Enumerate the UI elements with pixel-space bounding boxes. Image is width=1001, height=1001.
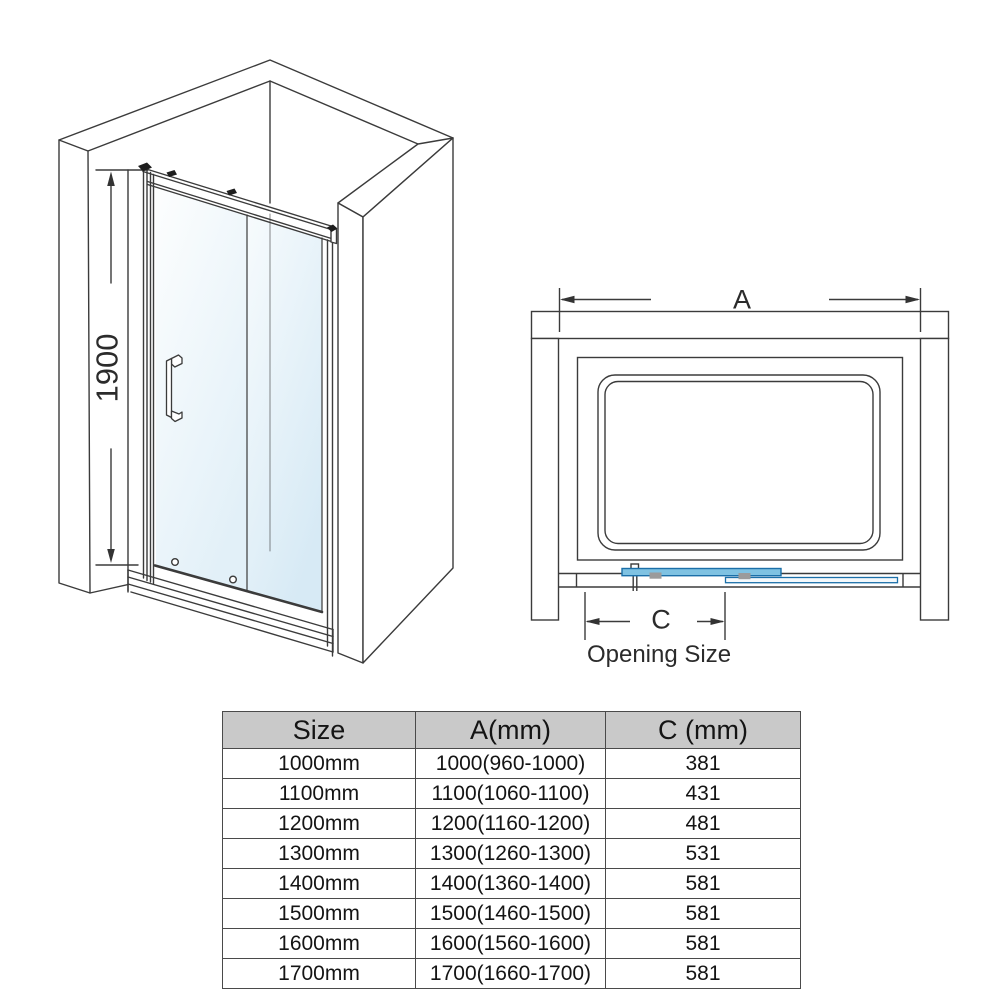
arrow-up-icon [107, 172, 115, 187]
roller-block [650, 573, 662, 579]
front-schematic [532, 284, 949, 640]
a-cell: 1300(1260-1300) [416, 839, 606, 869]
table-row [223, 809, 801, 839]
shower-tray-inner [605, 382, 873, 544]
table-row [223, 929, 801, 959]
arrow-left-icon [560, 296, 575, 303]
c-cell: 431 [606, 779, 801, 809]
width-dimension-label: A [732, 284, 752, 315]
arrow-left-icon [586, 618, 600, 625]
size-cell: 1300mm [223, 839, 416, 869]
door-right-post [328, 240, 333, 656]
a-cell: 1200(1160-1200) [416, 809, 606, 839]
header-a-mm: A(mm) [416, 712, 606, 749]
height-dimension-label: 1900 [89, 333, 125, 403]
size-cell: 1700mm [223, 959, 416, 989]
size-cell: 1200mm [223, 809, 416, 839]
a-cell: 1400(1360-1400) [416, 869, 606, 899]
door-glass-panels [156, 187, 322, 612]
table-row [223, 899, 801, 929]
size-cell: 1100mm [223, 779, 416, 809]
table-header-row [223, 712, 801, 749]
roller-block [739, 573, 751, 579]
table-row [223, 779, 801, 809]
size-cell: 1400mm [223, 869, 416, 899]
left-wall [532, 339, 559, 621]
header-c-mm: C (mm) [606, 712, 801, 749]
top-lintel [532, 312, 949, 339]
a-cell: 1500(1460-1500) [416, 899, 606, 929]
size-cell: 1600mm [223, 929, 416, 959]
a-cell: 1000(960-1000) [416, 749, 606, 779]
a-cell: 1100(1060-1100) [416, 779, 606, 809]
opening-dimension-label: C [651, 604, 671, 635]
fixed-panel-plan [726, 578, 898, 583]
arrow-right-icon [711, 618, 725, 625]
c-cell: 581 [606, 899, 801, 929]
sliding-panel-plan [622, 569, 781, 576]
a-cell: 1600(1560-1600) [416, 929, 606, 959]
table-row [223, 959, 801, 989]
header-size: Size [223, 712, 416, 749]
right-wall [921, 339, 949, 621]
table-row [223, 749, 801, 779]
table-row [223, 839, 801, 869]
opening-size-caption: Opening Size [586, 641, 732, 668]
arrow-right-icon [906, 296, 921, 303]
arrow-down-icon [107, 549, 115, 563]
c-cell: 531 [606, 839, 801, 869]
table-row [223, 869, 801, 899]
size-cell: 1500mm [223, 899, 416, 929]
c-cell: 481 [606, 809, 801, 839]
c-cell: 581 [606, 869, 801, 899]
size-cell: 1000mm [223, 749, 416, 779]
c-cell: 381 [606, 749, 801, 779]
c-cell: 581 [606, 929, 801, 959]
a-cell: 1700(1660-1700) [416, 959, 606, 989]
size-spec-table [222, 711, 801, 989]
c-cell: 581 [606, 959, 801, 989]
